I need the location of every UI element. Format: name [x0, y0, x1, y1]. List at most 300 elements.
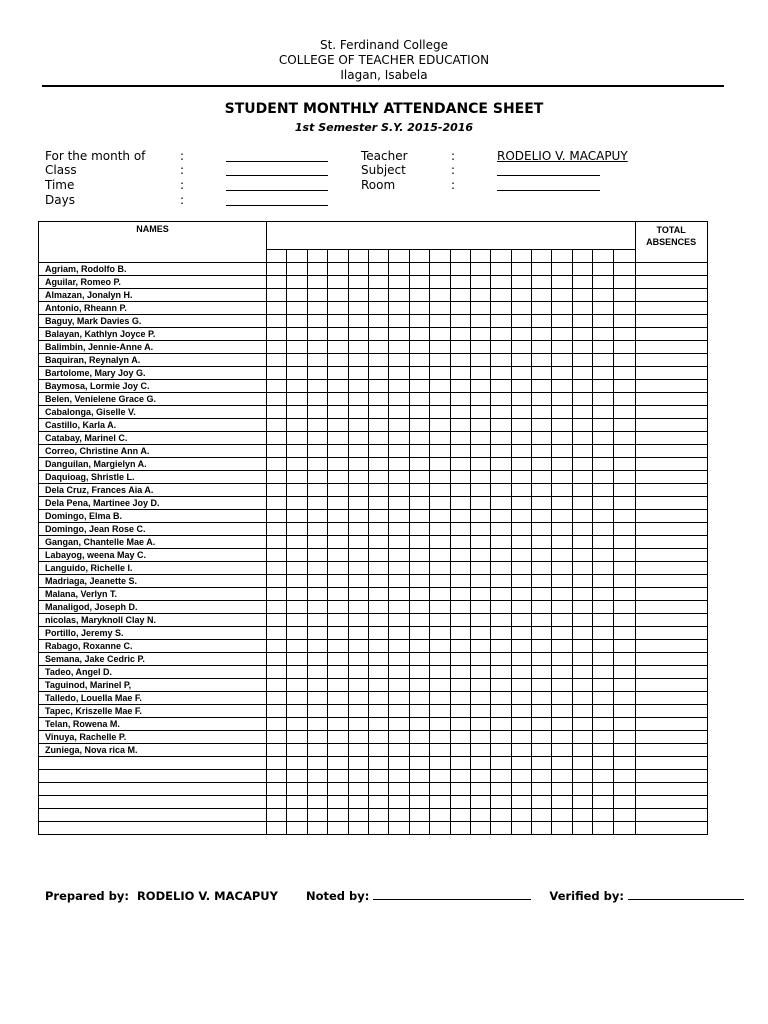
- attendance-cell[interactable]: [409, 783, 429, 796]
- attendance-cell[interactable]: [389, 354, 409, 367]
- attendance-cell[interactable]: [532, 744, 552, 757]
- attendance-cell[interactable]: [307, 445, 327, 458]
- attendance-cell[interactable]: [328, 770, 348, 783]
- attendance-cell[interactable]: [430, 549, 450, 562]
- attendance-cell[interactable]: [511, 666, 531, 679]
- attendance-cell[interactable]: [470, 328, 490, 341]
- attendance-cell[interactable]: [328, 354, 348, 367]
- attendance-cell[interactable]: [491, 380, 511, 393]
- attendance-cell[interactable]: [450, 809, 470, 822]
- attendance-cell[interactable]: [491, 796, 511, 809]
- attendance-cell[interactable]: [328, 575, 348, 588]
- attendance-cell[interactable]: [593, 458, 613, 471]
- attendance-cell[interactable]: [450, 718, 470, 731]
- total-absences-cell[interactable]: [635, 328, 707, 341]
- attendance-cell[interactable]: [470, 523, 490, 536]
- attendance-cell[interactable]: [267, 536, 287, 549]
- attendance-cell[interactable]: [532, 406, 552, 419]
- attendance-cell[interactable]: [348, 393, 368, 406]
- attendance-cell[interactable]: [450, 523, 470, 536]
- attendance-cell[interactable]: [450, 822, 470, 835]
- attendance-cell[interactable]: [470, 692, 490, 705]
- attendance-cell[interactable]: [307, 471, 327, 484]
- total-absences-cell[interactable]: [635, 809, 707, 822]
- attendance-cell[interactable]: [409, 718, 429, 731]
- attendance-cell[interactable]: [307, 276, 327, 289]
- attendance-cell[interactable]: [613, 627, 635, 640]
- attendance-cell[interactable]: [368, 666, 388, 679]
- attendance-cell[interactable]: [532, 653, 552, 666]
- attendance-cell[interactable]: [307, 289, 327, 302]
- attendance-cell[interactable]: [348, 653, 368, 666]
- attendance-cell[interactable]: [491, 562, 511, 575]
- total-absences-cell[interactable]: [635, 575, 707, 588]
- attendance-cell[interactable]: [348, 588, 368, 601]
- attendance-cell[interactable]: [307, 588, 327, 601]
- attendance-cell[interactable]: [328, 783, 348, 796]
- attendance-cell[interactable]: [491, 783, 511, 796]
- attendance-cell[interactable]: [450, 458, 470, 471]
- attendance-cell[interactable]: [491, 302, 511, 315]
- attendance-cell[interactable]: [267, 783, 287, 796]
- attendance-cell[interactable]: [491, 497, 511, 510]
- attendance-cell[interactable]: [368, 497, 388, 510]
- attendance-cell[interactable]: [572, 809, 592, 822]
- attendance-cell[interactable]: [267, 731, 287, 744]
- attendance-cell[interactable]: [430, 627, 450, 640]
- attendance-cell[interactable]: [450, 406, 470, 419]
- attendance-cell[interactable]: [409, 263, 429, 276]
- attendance-cell[interactable]: [267, 263, 287, 276]
- attendance-cell[interactable]: [613, 653, 635, 666]
- attendance-cell[interactable]: [552, 783, 572, 796]
- attendance-cell[interactable]: [450, 744, 470, 757]
- attendance-cell[interactable]: [511, 380, 531, 393]
- attendance-cell[interactable]: [552, 822, 572, 835]
- attendance-cell[interactable]: [267, 406, 287, 419]
- attendance-cell[interactable]: [348, 666, 368, 679]
- attendance-cell[interactable]: [572, 796, 592, 809]
- attendance-cell[interactable]: [491, 406, 511, 419]
- attendance-cell[interactable]: [450, 601, 470, 614]
- attendance-cell[interactable]: [307, 705, 327, 718]
- total-absences-cell[interactable]: [635, 614, 707, 627]
- attendance-cell[interactable]: [389, 380, 409, 393]
- attendance-cell[interactable]: [307, 406, 327, 419]
- attendance-cell[interactable]: [572, 276, 592, 289]
- attendance-cell[interactable]: [593, 302, 613, 315]
- attendance-cell[interactable]: [267, 523, 287, 536]
- attendance-cell[interactable]: [593, 705, 613, 718]
- attendance-cell[interactable]: [389, 575, 409, 588]
- attendance-cell[interactable]: [389, 393, 409, 406]
- attendance-cell[interactable]: [532, 341, 552, 354]
- attendance-cell[interactable]: [389, 679, 409, 692]
- time-blank[interactable]: [226, 179, 328, 195]
- attendance-cell[interactable]: [348, 809, 368, 822]
- attendance-cell[interactable]: [532, 549, 552, 562]
- attendance-cell[interactable]: [552, 666, 572, 679]
- attendance-cell[interactable]: [511, 276, 531, 289]
- attendance-cell[interactable]: [491, 770, 511, 783]
- attendance-cell[interactable]: [368, 510, 388, 523]
- attendance-cell[interactable]: [572, 601, 592, 614]
- attendance-cell[interactable]: [552, 380, 572, 393]
- attendance-cell[interactable]: [287, 757, 307, 770]
- attendance-cell[interactable]: [430, 263, 450, 276]
- attendance-cell[interactable]: [307, 328, 327, 341]
- attendance-cell[interactable]: [287, 471, 307, 484]
- attendance-cell[interactable]: [307, 432, 327, 445]
- total-absences-cell[interactable]: [635, 497, 707, 510]
- attendance-cell[interactable]: [307, 562, 327, 575]
- attendance-cell[interactable]: [409, 588, 429, 601]
- total-absences-cell[interactable]: [635, 705, 707, 718]
- attendance-cell[interactable]: [328, 549, 348, 562]
- attendance-cell[interactable]: [267, 666, 287, 679]
- attendance-cell[interactable]: [307, 666, 327, 679]
- attendance-cell[interactable]: [552, 588, 572, 601]
- attendance-cell[interactable]: [450, 289, 470, 302]
- attendance-cell[interactable]: [267, 718, 287, 731]
- attendance-cell[interactable]: [389, 445, 409, 458]
- attendance-cell[interactable]: [389, 562, 409, 575]
- attendance-cell[interactable]: [307, 679, 327, 692]
- attendance-cell[interactable]: [511, 705, 531, 718]
- attendance-cell[interactable]: [409, 328, 429, 341]
- total-absences-cell[interactable]: [635, 432, 707, 445]
- attendance-cell[interactable]: [307, 770, 327, 783]
- attendance-cell[interactable]: [430, 822, 450, 835]
- attendance-cell[interactable]: [430, 731, 450, 744]
- attendance-cell[interactable]: [389, 705, 409, 718]
- attendance-cell[interactable]: [470, 666, 490, 679]
- total-absences-cell[interactable]: [635, 549, 707, 562]
- attendance-cell[interactable]: [470, 497, 490, 510]
- attendance-cell[interactable]: [267, 705, 287, 718]
- total-absences-cell[interactable]: [635, 679, 707, 692]
- attendance-cell[interactable]: [450, 380, 470, 393]
- attendance-cell[interactable]: [287, 796, 307, 809]
- attendance-cell[interactable]: [470, 601, 490, 614]
- attendance-cell[interactable]: [450, 692, 470, 705]
- attendance-cell[interactable]: [572, 653, 592, 666]
- attendance-cell[interactable]: [593, 315, 613, 328]
- attendance-cell[interactable]: [368, 302, 388, 315]
- attendance-cell[interactable]: [348, 731, 368, 744]
- total-absences-cell[interactable]: [635, 276, 707, 289]
- attendance-cell[interactable]: [287, 809, 307, 822]
- attendance-cell[interactable]: [328, 432, 348, 445]
- attendance-cell[interactable]: [307, 601, 327, 614]
- attendance-cell[interactable]: [430, 458, 450, 471]
- attendance-cell[interactable]: [368, 354, 388, 367]
- total-absences-cell[interactable]: [635, 393, 707, 406]
- attendance-cell[interactable]: [613, 341, 635, 354]
- attendance-cell[interactable]: [430, 744, 450, 757]
- attendance-cell[interactable]: [389, 315, 409, 328]
- attendance-cell[interactable]: [328, 536, 348, 549]
- attendance-cell[interactable]: [328, 744, 348, 757]
- attendance-cell[interactable]: [389, 770, 409, 783]
- attendance-cell[interactable]: [287, 627, 307, 640]
- attendance-cell[interactable]: [613, 588, 635, 601]
- attendance-cell[interactable]: [328, 653, 348, 666]
- attendance-cell[interactable]: [470, 653, 490, 666]
- attendance-cell[interactable]: [328, 341, 348, 354]
- attendance-cell[interactable]: [430, 705, 450, 718]
- attendance-cell[interactable]: [348, 705, 368, 718]
- attendance-cell[interactable]: [450, 276, 470, 289]
- attendance-cell[interactable]: [328, 328, 348, 341]
- attendance-cell[interactable]: [430, 640, 450, 653]
- attendance-cell[interactable]: [450, 627, 470, 640]
- attendance-cell[interactable]: [368, 328, 388, 341]
- attendance-cell[interactable]: [409, 276, 429, 289]
- attendance-cell[interactable]: [491, 341, 511, 354]
- attendance-cell[interactable]: [470, 718, 490, 731]
- attendance-cell[interactable]: [470, 705, 490, 718]
- attendance-cell[interactable]: [470, 809, 490, 822]
- attendance-cell[interactable]: [593, 497, 613, 510]
- attendance-cell[interactable]: [593, 471, 613, 484]
- attendance-cell[interactable]: [613, 718, 635, 731]
- attendance-cell[interactable]: [430, 367, 450, 380]
- attendance-cell[interactable]: [552, 523, 572, 536]
- total-absences-cell[interactable]: [635, 406, 707, 419]
- attendance-cell[interactable]: [572, 731, 592, 744]
- attendance-cell[interactable]: [267, 497, 287, 510]
- total-absences-cell[interactable]: [635, 445, 707, 458]
- attendance-cell[interactable]: [267, 601, 287, 614]
- attendance-cell[interactable]: [267, 653, 287, 666]
- attendance-cell[interactable]: [532, 380, 552, 393]
- attendance-cell[interactable]: [572, 432, 592, 445]
- attendance-cell[interactable]: [613, 393, 635, 406]
- attendance-cell[interactable]: [409, 692, 429, 705]
- attendance-cell[interactable]: [430, 471, 450, 484]
- attendance-cell[interactable]: [348, 276, 368, 289]
- attendance-cell[interactable]: [572, 302, 592, 315]
- attendance-cell[interactable]: [511, 471, 531, 484]
- attendance-cell[interactable]: [450, 640, 470, 653]
- attendance-cell[interactable]: [511, 406, 531, 419]
- attendance-cell[interactable]: [613, 601, 635, 614]
- attendance-cell[interactable]: [552, 302, 572, 315]
- attendance-cell[interactable]: [572, 705, 592, 718]
- attendance-cell[interactable]: [287, 276, 307, 289]
- attendance-cell[interactable]: [470, 289, 490, 302]
- attendance-cell[interactable]: [491, 354, 511, 367]
- attendance-cell[interactable]: [287, 536, 307, 549]
- room-blank[interactable]: [497, 179, 600, 195]
- attendance-cell[interactable]: [368, 367, 388, 380]
- attendance-cell[interactable]: [287, 822, 307, 835]
- attendance-cell[interactable]: [572, 822, 592, 835]
- attendance-cell[interactable]: [409, 796, 429, 809]
- total-absences-cell[interactable]: [635, 770, 707, 783]
- attendance-cell[interactable]: [593, 744, 613, 757]
- attendance-cell[interactable]: [287, 549, 307, 562]
- attendance-cell[interactable]: [307, 718, 327, 731]
- attendance-cell[interactable]: [348, 328, 368, 341]
- attendance-cell[interactable]: [511, 575, 531, 588]
- attendance-cell[interactable]: [267, 276, 287, 289]
- attendance-cell[interactable]: [430, 575, 450, 588]
- attendance-cell[interactable]: [491, 731, 511, 744]
- attendance-cell[interactable]: [328, 692, 348, 705]
- days-blank[interactable]: [226, 194, 328, 210]
- attendance-cell[interactable]: [307, 575, 327, 588]
- attendance-cell[interactable]: [593, 588, 613, 601]
- attendance-cell[interactable]: [470, 588, 490, 601]
- attendance-cell[interactable]: [511, 744, 531, 757]
- attendance-cell[interactable]: [389, 614, 409, 627]
- attendance-cell[interactable]: [389, 601, 409, 614]
- attendance-cell[interactable]: [491, 536, 511, 549]
- attendance-cell[interactable]: [491, 809, 511, 822]
- attendance-cell[interactable]: [470, 471, 490, 484]
- attendance-cell[interactable]: [491, 432, 511, 445]
- attendance-cell[interactable]: [267, 419, 287, 432]
- attendance-cell[interactable]: [328, 302, 348, 315]
- attendance-cell[interactable]: [267, 588, 287, 601]
- attendance-cell[interactable]: [511, 627, 531, 640]
- attendance-cell[interactable]: [511, 536, 531, 549]
- attendance-cell[interactable]: [328, 809, 348, 822]
- verified-blank[interactable]: [628, 888, 744, 900]
- attendance-cell[interactable]: [328, 627, 348, 640]
- attendance-cell[interactable]: [470, 354, 490, 367]
- attendance-cell[interactable]: [409, 302, 429, 315]
- attendance-cell[interactable]: [307, 380, 327, 393]
- attendance-cell[interactable]: [389, 757, 409, 770]
- attendance-cell[interactable]: [409, 393, 429, 406]
- attendance-cell[interactable]: [470, 263, 490, 276]
- attendance-cell[interactable]: [491, 718, 511, 731]
- attendance-cell[interactable]: [532, 276, 552, 289]
- attendance-cell[interactable]: [368, 809, 388, 822]
- attendance-cell[interactable]: [593, 718, 613, 731]
- attendance-cell[interactable]: [307, 263, 327, 276]
- attendance-cell[interactable]: [267, 510, 287, 523]
- attendance-cell[interactable]: [511, 354, 531, 367]
- attendance-cell[interactable]: [409, 419, 429, 432]
- attendance-cell[interactable]: [368, 744, 388, 757]
- attendance-cell[interactable]: [532, 588, 552, 601]
- attendance-cell[interactable]: [368, 419, 388, 432]
- attendance-cell[interactable]: [572, 523, 592, 536]
- attendance-cell[interactable]: [532, 666, 552, 679]
- attendance-cell[interactable]: [409, 432, 429, 445]
- attendance-cell[interactable]: [409, 315, 429, 328]
- attendance-cell[interactable]: [511, 367, 531, 380]
- attendance-cell[interactable]: [491, 614, 511, 627]
- attendance-cell[interactable]: [470, 302, 490, 315]
- attendance-cell[interactable]: [267, 744, 287, 757]
- attendance-cell[interactable]: [287, 341, 307, 354]
- attendance-cell[interactable]: [328, 419, 348, 432]
- attendance-cell[interactable]: [450, 757, 470, 770]
- attendance-cell[interactable]: [552, 796, 572, 809]
- attendance-cell[interactable]: [532, 783, 552, 796]
- attendance-cell[interactable]: [450, 575, 470, 588]
- attendance-cell[interactable]: [552, 718, 572, 731]
- attendance-cell[interactable]: [368, 692, 388, 705]
- attendance-cell[interactable]: [532, 315, 552, 328]
- total-absences-cell[interactable]: [635, 341, 707, 354]
- attendance-cell[interactable]: [430, 718, 450, 731]
- attendance-cell[interactable]: [389, 276, 409, 289]
- attendance-cell[interactable]: [307, 731, 327, 744]
- attendance-cell[interactable]: [307, 497, 327, 510]
- attendance-cell[interactable]: [430, 666, 450, 679]
- attendance-cell[interactable]: [552, 263, 572, 276]
- attendance-cell[interactable]: [389, 666, 409, 679]
- attendance-cell[interactable]: [389, 718, 409, 731]
- attendance-cell[interactable]: [552, 510, 572, 523]
- attendance-cell[interactable]: [532, 809, 552, 822]
- attendance-cell[interactable]: [287, 497, 307, 510]
- attendance-cell[interactable]: [267, 822, 287, 835]
- attendance-cell[interactable]: [328, 666, 348, 679]
- attendance-cell[interactable]: [267, 432, 287, 445]
- attendance-cell[interactable]: [430, 536, 450, 549]
- attendance-cell[interactable]: [389, 263, 409, 276]
- attendance-cell[interactable]: [430, 432, 450, 445]
- attendance-cell[interactable]: [572, 328, 592, 341]
- attendance-cell[interactable]: [552, 549, 572, 562]
- attendance-cell[interactable]: [613, 679, 635, 692]
- attendance-cell[interactable]: [307, 692, 327, 705]
- attendance-cell[interactable]: [613, 302, 635, 315]
- total-absences-cell[interactable]: [635, 666, 707, 679]
- attendance-cell[interactable]: [409, 770, 429, 783]
- attendance-cell[interactable]: [470, 731, 490, 744]
- attendance-cell[interactable]: [613, 471, 635, 484]
- attendance-cell[interactable]: [368, 432, 388, 445]
- attendance-cell[interactable]: [430, 679, 450, 692]
- attendance-cell[interactable]: [328, 601, 348, 614]
- attendance-cell[interactable]: [368, 406, 388, 419]
- attendance-cell[interactable]: [491, 445, 511, 458]
- attendance-cell[interactable]: [470, 640, 490, 653]
- attendance-cell[interactable]: [593, 627, 613, 640]
- attendance-cell[interactable]: [572, 783, 592, 796]
- attendance-cell[interactable]: [491, 263, 511, 276]
- total-absences-cell[interactable]: [635, 315, 707, 328]
- attendance-cell[interactable]: [613, 510, 635, 523]
- attendance-cell[interactable]: [348, 510, 368, 523]
- attendance-cell[interactable]: [267, 692, 287, 705]
- attendance-cell[interactable]: [613, 536, 635, 549]
- attendance-cell[interactable]: [328, 458, 348, 471]
- attendance-cell[interactable]: [593, 783, 613, 796]
- attendance-cell[interactable]: [267, 640, 287, 653]
- attendance-cell[interactable]: [368, 627, 388, 640]
- attendance-cell[interactable]: [613, 276, 635, 289]
- attendance-cell[interactable]: [409, 809, 429, 822]
- attendance-cell[interactable]: [572, 380, 592, 393]
- attendance-cell[interactable]: [430, 614, 450, 627]
- attendance-cell[interactable]: [450, 536, 470, 549]
- attendance-cell[interactable]: [532, 536, 552, 549]
- attendance-cell[interactable]: [613, 445, 635, 458]
- attendance-cell[interactable]: [511, 692, 531, 705]
- attendance-cell[interactable]: [470, 822, 490, 835]
- attendance-cell[interactable]: [328, 406, 348, 419]
- attendance-cell[interactable]: [450, 549, 470, 562]
